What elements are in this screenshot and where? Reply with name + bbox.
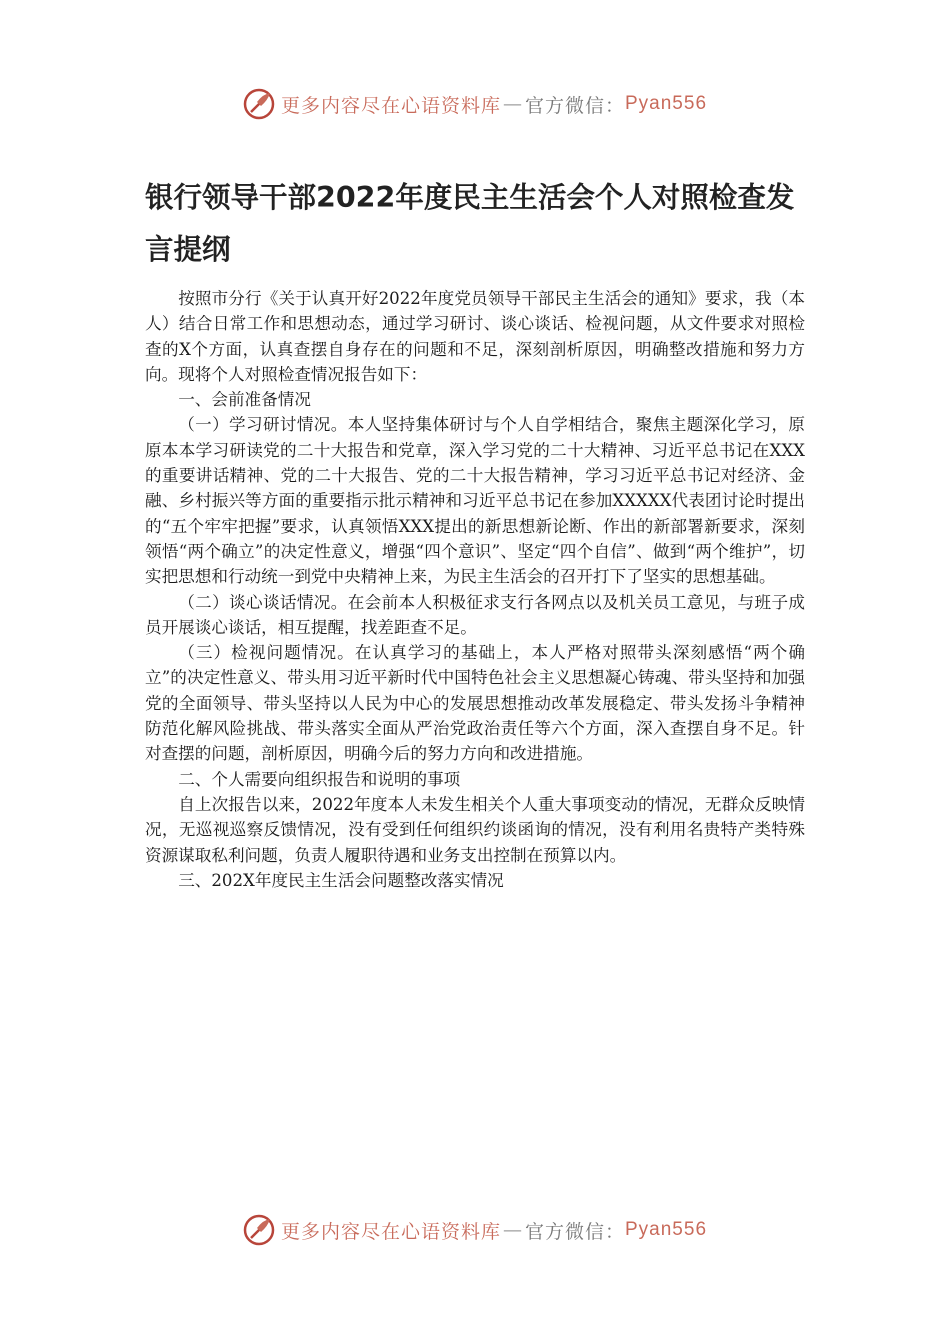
banner-wechat-id: Pyan556 xyxy=(625,93,708,114)
section-heading: 一、会前准备情况 xyxy=(178,390,311,410)
banner-wechat-label: 官方微信： xyxy=(524,1220,625,1243)
quill-logo-icon xyxy=(243,88,275,120)
banner-main-text: 更多内容尽在心语资料库 xyxy=(280,94,501,117)
section-heading: 三、202X年度民主生活会问题整改落实情况 xyxy=(178,870,504,890)
paragraph: 自上次报告以来，2022年度本人未发生相关个人重大事项变动的情况，无群众反映情况，无巡视巡察反馈情况，没有受到任何组织约谈函询的情况，没有利用名贵特产类特殊资源谋取私利问题，负责人履职待遇和业务支出控制在预算以内。 xyxy=(145,794,805,865)
paragraph: （一）学习研讨情况。本人坚持集体研讨与个人自学相结合，聚焦主题深化学习，原原本本学习研读党的二十大报告和党章，深入学习党的二十大精神、习近平总书记在XXX的重要讲话精神、党的二十大报告、党的二十大报告精神，学习习近平总书记对经济、金融、乡村振兴等方面的重要指示批示精神和习近平总书记在参加XXXXX代表团讨论时提出的“五个牢牢把握”要求，认真领悟XXX提出的新思想新论断、作出的新部署新要求，深刻领悟“两个确立”的决定性意义，增强“四个意识”、坚定“四个自信”、做到“两个维护”，切实把思想和行动统一到党中央精神上来，为民主生活会的召开打下了坚实的思想基础。 xyxy=(145,415,805,587)
banner-wechat-id: Pyan556 xyxy=(625,1219,708,1240)
paragraph: （二）谈心谈话情况。在会前本人积极征求支行各网点以及机关员工意见，与班子成员开展谈心谈话，相互提醒，找差距查不足。 xyxy=(145,592,805,637)
banner-separator: — xyxy=(502,93,523,115)
section-heading: 二、个人需要向组织报告和说明的事项 xyxy=(178,769,461,789)
banner-separator: — xyxy=(502,1219,523,1241)
banner-main-text: 更多内容尽在心语资料库 xyxy=(280,1220,501,1243)
quill-logo-icon xyxy=(243,1214,275,1246)
document-title: 银行领导干部2022年度民主生活会个人对照检查发言提纲 xyxy=(145,181,795,266)
document-body xyxy=(145,286,805,893)
paragraph: （三）检视问题情况。在认真学习的基础上，本人严格对照带头深刻感悟“两个确立”的决定性意义、带头用习近平新时代中国特色社会主义思想凝心铸魂、带头坚持和加强党的全面领导、带头坚持以人民为中心的发展思想推动改革发展稳定、带头发扬斗争精神防范化解风险挑战、带头落实全面从严治党政治责任等六个方面，深入查摆自身不足。针对查摆的问题，剖析原因，明确今后的努力方向和改进措施。 xyxy=(145,643,805,764)
banner-wechat-label: 官方微信： xyxy=(524,94,625,117)
header-banner xyxy=(0,84,950,124)
footer-banner xyxy=(0,1210,950,1250)
intro-paragraph: 按照市分行《关于认真开好2022年度党员领导干部民主生活会的通知》要求，我（本人）结合日常工作和思想动态，通过学习研讨、谈心谈话、检视问题，从文件要求对照检查的X个方面，认真查摆自身存在的问题和不足，深刻剖析原因，明确整改措施和努力方向。现将个人对照检查情况报告如下： xyxy=(145,289,805,384)
